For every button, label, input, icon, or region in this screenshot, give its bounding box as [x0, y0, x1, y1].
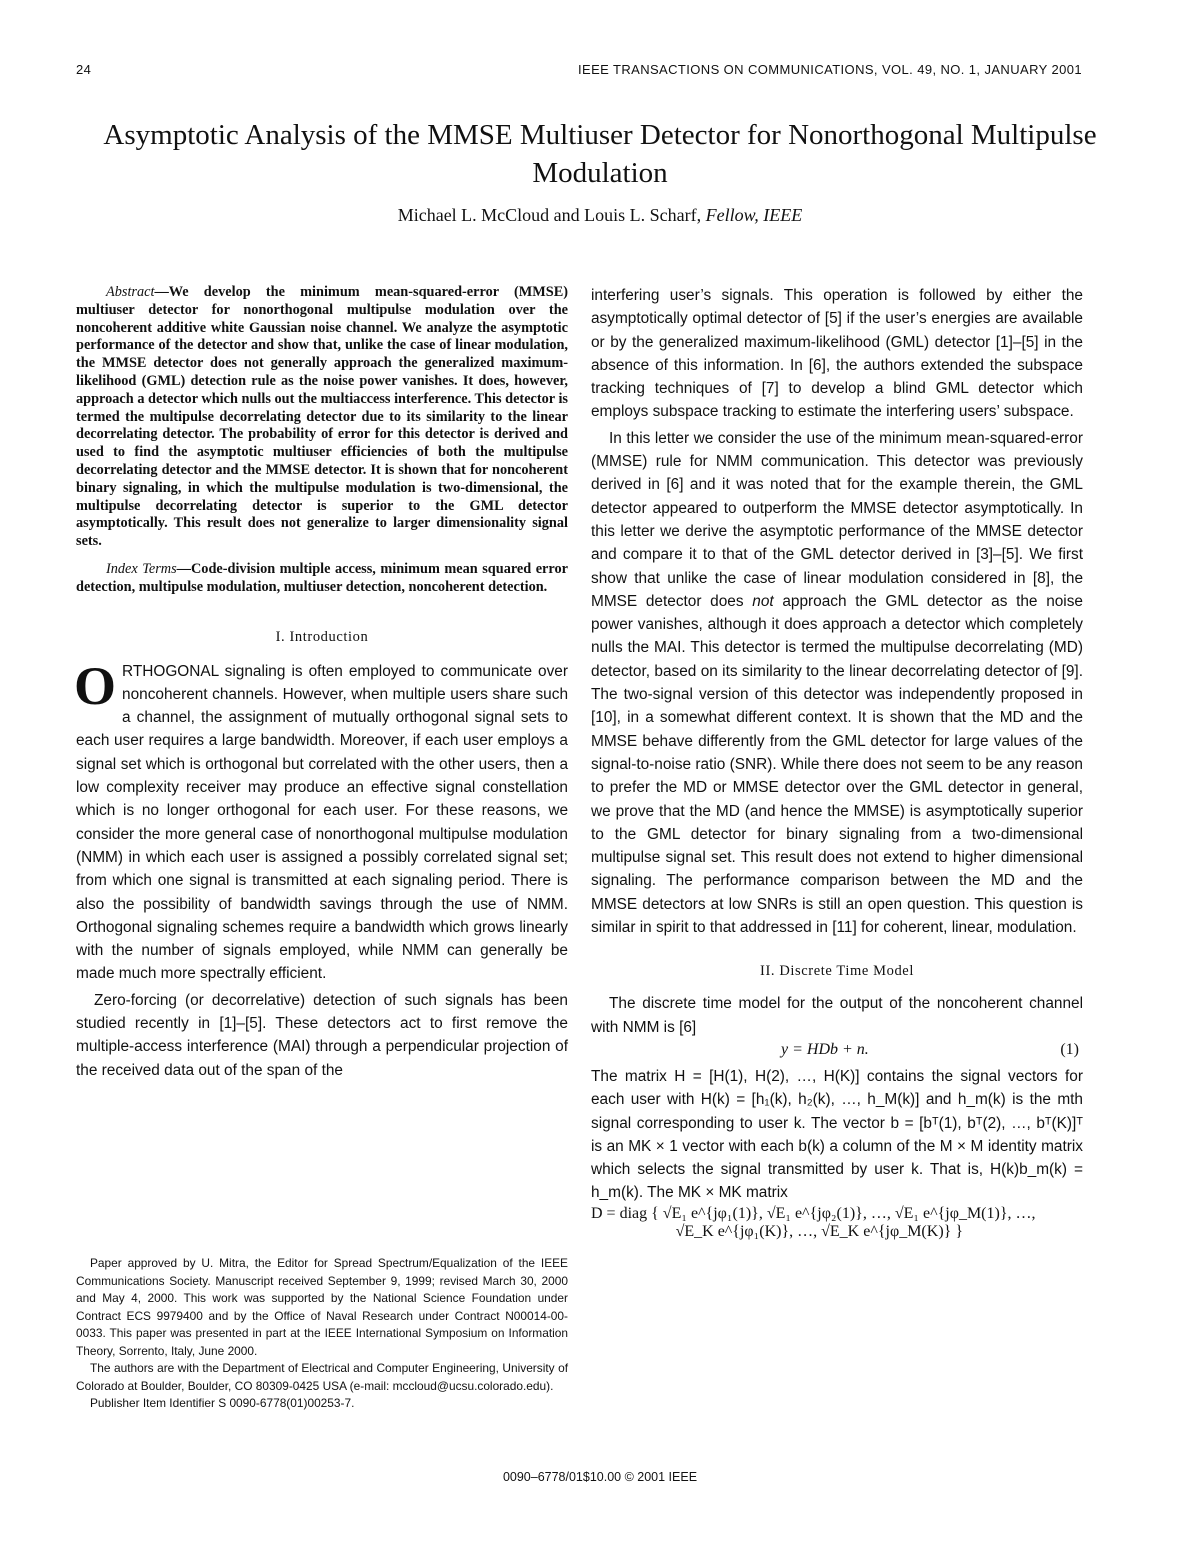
- section-heading-introduction: I. Introduction: [275, 628, 369, 645]
- author-names: Michael L. McCloud and Louis L. Scharf,: [397, 205, 702, 225]
- drop-cap: O: [74, 655, 117, 716]
- equation-number: (1): [1060, 1040, 1079, 1058]
- footnote-editor: Paper approved by U. Mitra, the Editor for Spread Spectrum/Equalization of the IEEE Communications Society. Manuscript received September 9, 1999; revised March 30, 2000 and May 4, 2000. This work was supported by the National Science Foundation under Contract ECS 9979400 and by the Office of Naval Research under Contract N00014-00-0033. This paper was presented in part at the IEEE International Symposium on Information Theory, Sorrento, Italy, June 2000.: [76, 1256, 568, 1358]
- model-paragraph-1: The discrete time model for the output of the noncoherent channel with NMM is [6]: [591, 995, 1083, 1036]
- section-heading-discrete-time-model: II. Discrete Time Model: [760, 963, 914, 980]
- abstract: [76, 284, 568, 551]
- footnotes: [76, 1255, 568, 1413]
- diag-equation-line-1: D = diag { √E₁ e^{jφ₁(1)}, √E₁ e^{jφ₂(1)}, …, √E₁ e^{jφ_M(1)}, …,: [591, 1204, 1036, 1222]
- author-grade: Fellow, IEEE: [705, 205, 803, 225]
- equation-body: y = HDb + n.: [781, 1040, 869, 1058]
- intro-paragraph-1: ORTHOGONAL signaling is often employed to communicate over noncoherent channels. However, when multiple users share such a channel, the assignment of mutually orthogonal signal sets to each user requires a large bandwidth. Moreover, if each user employs a signal set which is orthogonal but correlated with the other users, then a low complexity receiver may produce an effective signal constellation which is no longer orthogonal for each user. For these reasons, we consider the more general case of nonorthogonal multipulse modulation (NMM) in which each user is assigned a possibly correlated signal set; from which one signal is transmitted at each signaling period. There is also the possibility of bandwidth savings through the use of NMM. Orthogonal signaling schemes require a bandwidth which grows linearly with the number of signals employed, while NMM can generally be made much more spectrally efficient.: [74, 655, 568, 983]
- copyright-line: 0090–6778/01$10.00 © 2001 IEEE: [502, 1470, 698, 1484]
- author-line: [80, 205, 1120, 226]
- index-terms: [76, 561, 568, 597]
- footnote-affiliation: The authors are with the Department of Electrical and Computer Engineering, University of Colorado at Boulder, Boulder, CO 80309-0425 USA (e-mail: mccloud@ucsu.colorado.edu).: [76, 1361, 568, 1393]
- abstract-text: —We develop the minimum mean-squared-error (MMSE) multiuser detector for nonorthogonal multipulse modulation over the noncoherent additive white Gaussian noise channel. We analyze the asymptotic performance of the detector and show that, unlike the case of linear modulation, the MMSE detector does not generally approach the generalized maximum-likelihood (GML) detection rule as the noise power vanishes. It does, however, approach a detector which nulls out the multiaccess interference. This detector is termed the multipulse decorrelating detector due to its similarity to the linear decorrelating detector. The probability of error for this detector is derived and used to find the asymptotic multiuser efficiencies of both the multipulse decorrelating detector and the MMSE detector. It is shown that for noncoherent binary signaling, in which the multipulse modulation is two-dimensional, the multipulse decorrelating detector is superior to the GML detector asymptotically. This result does not generalize to larger dimensionality signal sets.: [76, 284, 568, 550]
- model-paragraph-2: The matrix H = [H(1), H(2), …, H(K)] contains the signal vectors for each user with H(k) = [h₁(k), h₂(k), …, h_M(k)] and h_m(k) is the mth signal corresponding to user k. The vector b = [bᵀ(1), bᵀ(2), …, bᵀ(K)]ᵀ is an MK × 1 vector with each b(k) a column of the M × M identity matrix which selects the signal transmitted by user k. That is, H(k)b_m(k) = h_m(k). The MK × MK matrix: [591, 1067, 1083, 1202]
- running-head: [76, 62, 1082, 82]
- right-column: [591, 284, 1083, 1241]
- footnote-publisher-id: Publisher Item Identifier S 0090-6778(01)00253-7.: [90, 1396, 355, 1410]
- journal-line: IEEE TRANSACTIONS ON COMMUNICATIONS, VOL. 49, NO. 1, JANUARY 2001: [578, 62, 1082, 77]
- abstract-label: Abstract: [106, 284, 155, 300]
- equation-1: [591, 1039, 1083, 1065]
- intro-paragraph-3: In this letter we consider the use of the minimum mean-squared-error (MMSE) rule for NMM communication. This detector was previously derived in [6] and it was noted that for the example therein, the GML detector appeared to outperform the MMSE detector asymptotically. In this letter we derive the asymptotic performance of the MMSE detector and compare it to that of the GML detector derived in [3]–[5]. We first show that unlike the case of linear modulation considered in [8], the MMSE detector does not approach the GML detector as the noise power vanishes, although it does approach a detector which completely nulls the MAI. This detector is termed the multipulse decorrelating (MD) detector, based on its similarity to the linear decorrelating detector of [9]. The two-signal version of this detector was independently proposed in [10], in a somewhat different context. It is shown that the MD and the MMSE behave differently from the GML detector for large values of the signal-to-noise ratio (SNR). While there does not seem to be any reason to prefer the MD or MMSE detector over the GML detector in general, we prove that the MD (and hence the MMSE) is asymptotically superior to the GML detector for binary signaling from a two-dimensional multipulse signal set. This result does not extend to higher dimensional signaling. The performance comparison between the MD and the MMSE detectors at low SNRs is still an open question. This question is similar in spirit to that addressed in [11] for coherent, linear, modulation.: [591, 429, 1083, 937]
- diag-equation-line-2: √E_K e^{jφ₁(K)}, …, √E_K e^{jφ_M(K)} }: [675, 1222, 963, 1240]
- index-terms-text: —Code-division multiple access, minimum mean squared error detection, multipulse modulation, multiuser detection, noncoherent detection.: [76, 560, 568, 595]
- left-column: [76, 284, 568, 1082]
- page-number: 24: [76, 62, 92, 77]
- index-terms-label: Index Terms: [106, 560, 177, 577]
- emphasis-not: not: [752, 592, 774, 610]
- intro-paragraph-2: Zero-forcing (or decorrelative) detection of such signals has been studied recently in [1]–[5]. These detectors act to first remove the multiple-access interference (MAI) through a perpendicular projection of the received data out of the span of the: [76, 991, 568, 1079]
- intro-paragraph-2-cont: interfering user’s signals. This operation is followed by either the asymptotically optimal detector of [5] if the user’s energies are available or by the generalized maximum-likelihood (GML) detector [1]–[5] in the absence of this information. In [6], the authors extended the subspace tracking techniques of [7] to develop a blind GML detector which employs subspace tracking to estimate the interfering users’ subspace.: [591, 287, 1083, 421]
- paper-title: Asymptotic Analysis of the MMSE Multiuser Detector for Nonorthogonal Multipulse Modulation: [103, 119, 1097, 189]
